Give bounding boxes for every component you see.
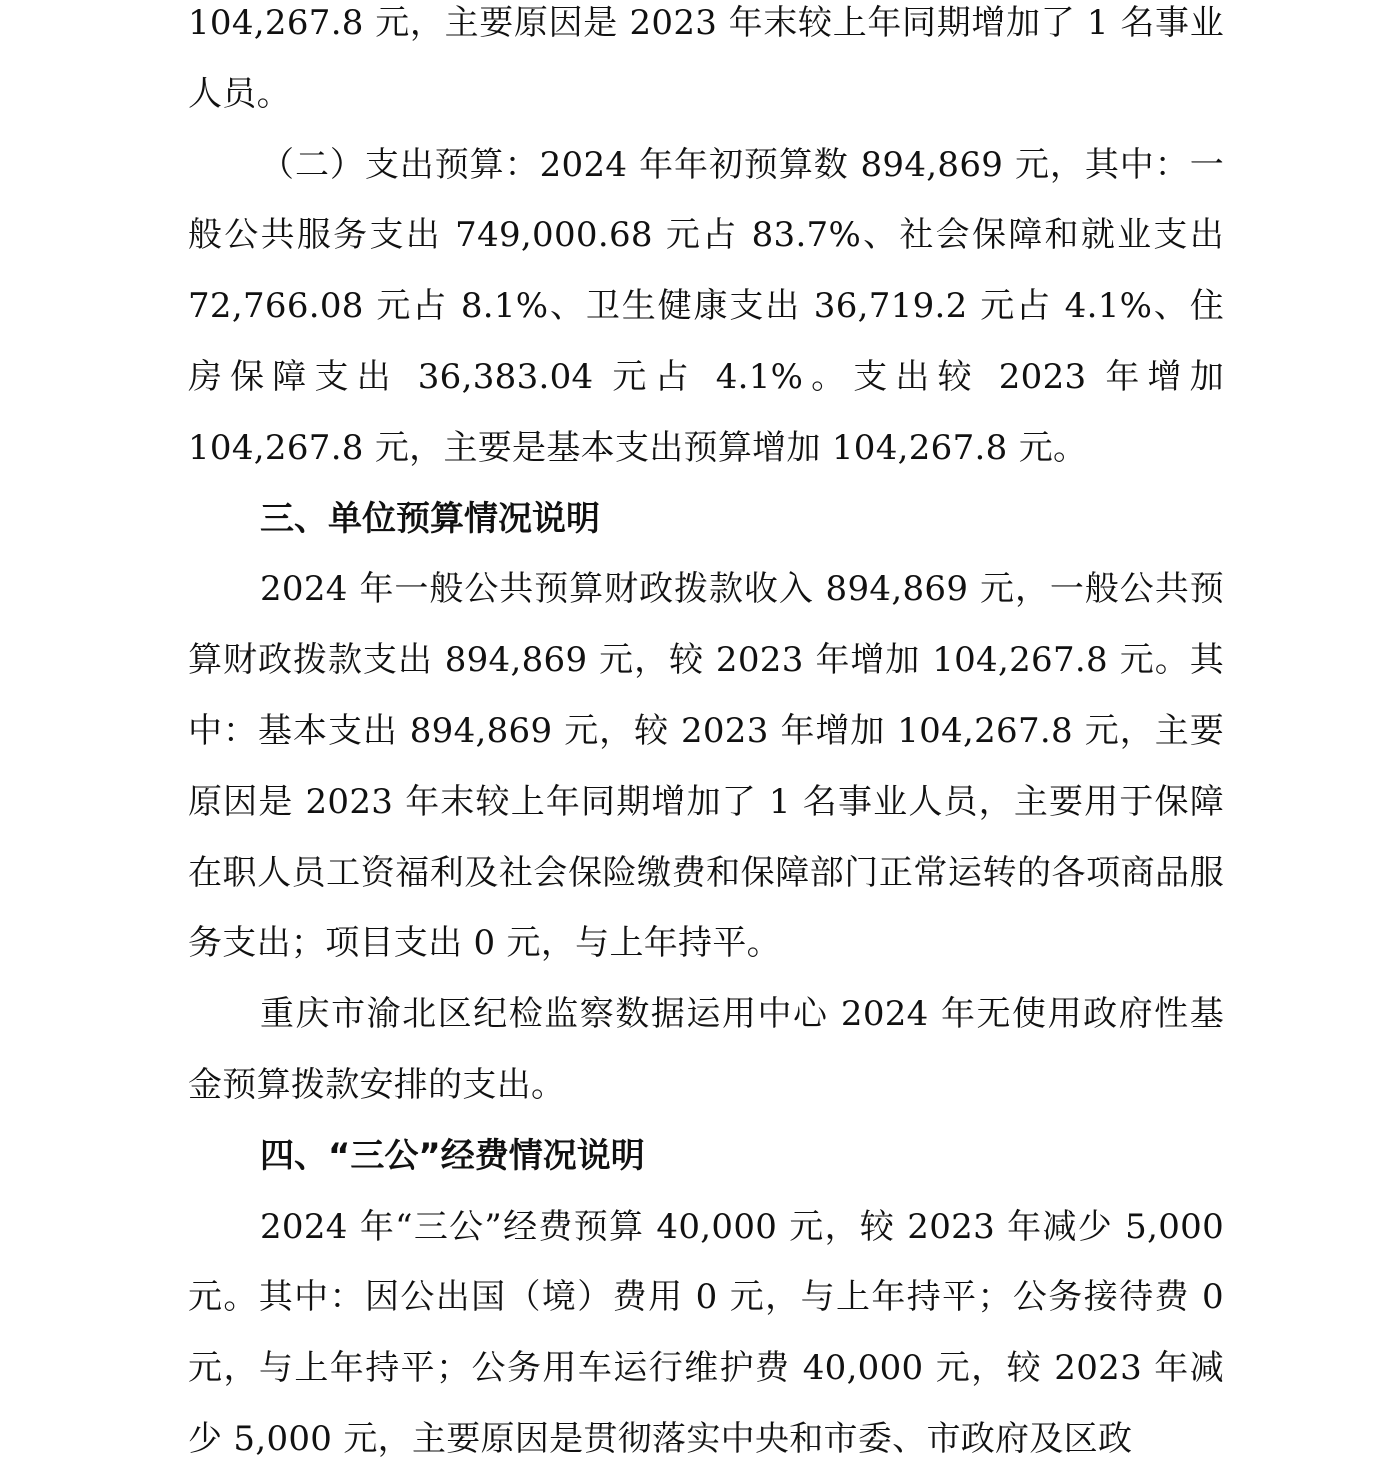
paragraph-three-public-expenses: 2024 年“三公”经费预算 40,000 元，较 2023 年减少 5,000 元。其中：因公出国（境）费用 0 元，与上年持平；公务接待费 0 元，与上年持平；公务用车运行维护费 40,000 元，较 2023 年减少 5,000 元，主要原因是贯彻落实中央和市委、市政府及区政: [188, 1206, 1224, 1459]
document-page: [188, 0, 1224, 1475]
paragraph-unit-budget: 2024 年一般公共预算财政拨款收入 894,869 元，一般公共预算财政拨款支出 894,869 元，较 2023 年增加 104,267.8 元。其中：基本支出 894,869 元，较 2023 年增加 104,267.8 元，主要原因是 2023 年末较上年同期增加了 1 名事业人员，主要用于保障在职人员工资福利及社会保险缴费和保障部门正常运转的各项商品服务支出；项目支出 0 元，与上年持平。: [188, 569, 1224, 964]
section-heading-three-public: 四、“三公”经费情况说明: [260, 1135, 645, 1176]
section-heading-unit-budget: 三、单位预算情况说明: [260, 498, 600, 539]
paragraph-continuation: 104,267.8 元，主要原因是 2023 年末较上年同期增加了 1 名事业人员。: [188, 3, 1224, 114]
paragraph-expenditure-budget: （二）支出预算：2024 年年初预算数 894,869 元，其中：一般公共服务支出 749,000.68 元占 83.7%、社会保障和就业支出 72,766.08 元占 8.1%、卫生健康支出 36,719.2 元占 4.1%、住房保障支出 36,383.04 元占 4.1%。支出较 2023 年增加 104,267.8 元，主要是基本支出预算增加 104,267.8 元。: [188, 144, 1224, 468]
paragraph-government-fund: 重庆市渝北区纪检监察数据运用中心 2024 年无使用政府性基金预算拨款安排的支出。: [188, 994, 1224, 1105]
